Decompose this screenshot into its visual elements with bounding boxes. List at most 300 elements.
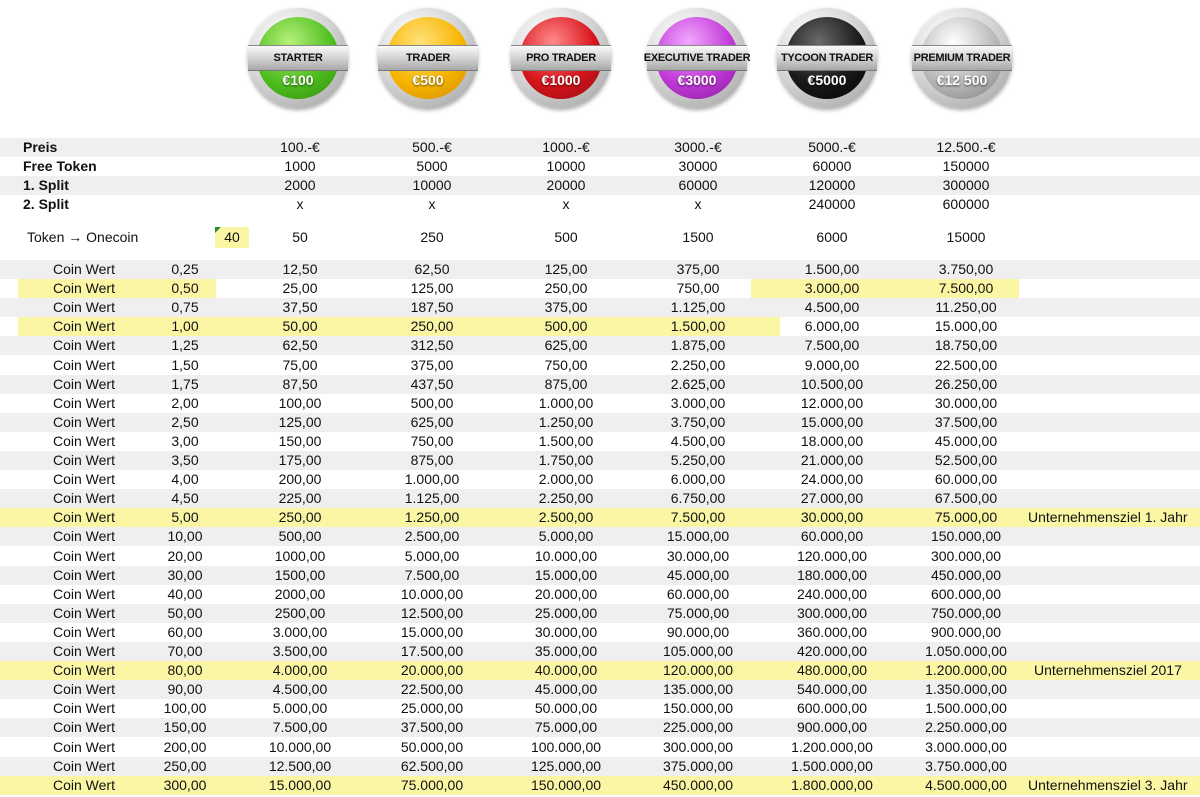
coin-value: 5,00 xyxy=(171,509,199,525)
tier-value: 5000 xyxy=(416,158,448,174)
tier-value: 600000 xyxy=(942,196,990,212)
tier-value: 500 xyxy=(554,229,578,245)
tier-value: 1500 xyxy=(682,229,714,245)
row-label: Free Token xyxy=(23,158,97,174)
coin-label: Coin Wert xyxy=(53,700,115,716)
coin-row xyxy=(0,413,1200,432)
tier-value: 1500,00 xyxy=(274,567,326,583)
tier-value: 67.500,00 xyxy=(934,490,998,506)
coin-value: 250,00 xyxy=(163,758,207,774)
tier-value: 420.000,00 xyxy=(796,643,868,659)
tier-value: 4.000,00 xyxy=(272,662,328,678)
coin-row xyxy=(0,585,1200,604)
tier-value: 300.000,00 xyxy=(796,605,868,621)
tier-value: 187,50 xyxy=(410,299,454,315)
tier-value: 1000 xyxy=(284,158,316,174)
row-label: Preis xyxy=(23,139,58,155)
tier-value: 625,00 xyxy=(410,414,454,430)
tier-value: 540.000,00 xyxy=(796,681,868,697)
tier-badge xyxy=(248,8,348,108)
tier-value: 7.500,00 xyxy=(670,509,726,525)
tier-value: 75.000,00 xyxy=(400,777,464,793)
coin-value: 2,50 xyxy=(171,414,199,430)
tier-value: 6.750,00 xyxy=(670,490,726,506)
coin-value: 3,50 xyxy=(171,452,199,468)
tier-value: 1.500.000,00 xyxy=(791,758,873,774)
tier-value: 1.500,00 xyxy=(538,433,594,449)
tier-value: 1.800.000,00 xyxy=(791,777,873,793)
tier-value: 11.250,00 xyxy=(935,299,997,315)
tier-value: 45.000,00 xyxy=(934,433,998,449)
coin-label: Coin Wert xyxy=(53,357,115,373)
tier-value: 15.000,00 xyxy=(666,528,730,544)
tier-value: 26.250,00 xyxy=(934,376,998,392)
coin-label: Coin Wert xyxy=(53,299,115,315)
coin-label: Coin Wert xyxy=(53,490,115,506)
tier-value: 1.350.000,00 xyxy=(925,681,1007,697)
tier-value: 105.000,00 xyxy=(662,643,734,659)
tier-value: 1.200.000,00 xyxy=(791,739,873,755)
tier-value: 50.000,00 xyxy=(534,700,598,716)
tier-value: 3.000,00 xyxy=(804,280,860,296)
tier-value: 30.000,00 xyxy=(666,548,730,564)
coin-value: 0,75 xyxy=(171,299,199,315)
goal-note: Unternehmensziel 1. Jahr xyxy=(1028,509,1188,525)
tier-value: 20000 xyxy=(546,177,586,193)
tier-value: 10.500,00 xyxy=(800,376,864,392)
coin-row xyxy=(0,394,1200,413)
coin-label: Coin Wert xyxy=(53,280,115,296)
tier-value: 15.000,00 xyxy=(934,318,998,334)
tier-value: 2000 xyxy=(284,177,316,193)
tier-value: 5.000,00 xyxy=(404,548,460,564)
coin-row xyxy=(0,375,1200,394)
badge-price: €12 500 xyxy=(936,72,988,88)
tier-badges xyxy=(0,0,1200,120)
tier-value: 27.000,00 xyxy=(800,490,864,506)
goal-note: Unternehmensziel 2017 xyxy=(1034,662,1182,678)
tier-value: 3.000,00 xyxy=(272,624,328,640)
tier-value: 1.000,00 xyxy=(404,471,460,487)
tier-badge xyxy=(378,8,478,108)
coin-label: Coin Wert xyxy=(53,433,115,449)
tier-value: 375,00 xyxy=(544,299,588,315)
tier-value: 500,00 xyxy=(544,318,588,334)
tier-value: 125.000,00 xyxy=(530,758,602,774)
tier-value: 250,00 xyxy=(544,280,588,296)
tier-value: 250 xyxy=(420,229,444,245)
tier-value: 437,50 xyxy=(410,376,454,392)
tier-value: 60.000,00 xyxy=(934,471,998,487)
tier-value: 15.000,00 xyxy=(534,567,598,583)
coin-label: Coin Wert xyxy=(53,605,115,621)
tier-value: 3.000,00 xyxy=(670,395,726,411)
tier-value: 120.000,00 xyxy=(796,548,868,564)
coin-label: Coin Wert xyxy=(53,586,115,602)
coin-row xyxy=(0,298,1200,317)
tier-value: 37.500,00 xyxy=(934,414,998,430)
coin-label: Coin Wert xyxy=(53,777,115,793)
badge-name: TRADER xyxy=(378,45,478,71)
tier-value: 300000 xyxy=(942,177,990,193)
tier-value: 50.000,00 xyxy=(400,739,464,755)
coin-row xyxy=(0,451,1200,470)
coin-value: 150,00 xyxy=(163,719,207,735)
tier-value: 62.500,00 xyxy=(400,758,464,774)
tier-value: 1.875,00 xyxy=(670,337,726,353)
tier-value: 5.000,00 xyxy=(538,528,594,544)
tier-value: 1.500,00 xyxy=(670,318,726,334)
token-row xyxy=(0,228,1200,247)
coin-label: Coin Wert xyxy=(53,471,115,487)
tier-value: 2.250,00 xyxy=(670,357,726,373)
tier-value: 3.500,00 xyxy=(272,643,328,659)
coin-label: Coin Wert xyxy=(53,528,115,544)
coin-label: Coin Wert xyxy=(53,758,115,774)
tier-value: 1.000,00 xyxy=(538,395,594,411)
coin-row xyxy=(0,508,1200,527)
tier-value: 3.000.000,00 xyxy=(925,739,1007,755)
tier-value: 2.500,00 xyxy=(538,509,594,525)
tier-value: 900.000,00 xyxy=(930,624,1002,640)
tier-value: 18.000,00 xyxy=(800,433,864,449)
tier-value: 750,00 xyxy=(676,280,720,296)
tier-value: 35.000,00 xyxy=(534,643,598,659)
coin-label: Coin Wert xyxy=(53,337,115,353)
coin-row xyxy=(0,738,1200,757)
coin-label: Coin Wert xyxy=(53,452,115,468)
tier-value: 4.500,00 xyxy=(272,681,328,697)
tier-value: 150,00 xyxy=(278,433,322,449)
badge-price: €3000 xyxy=(677,72,717,88)
coin-label: Coin Wert xyxy=(53,624,115,640)
tier-value: 312,50 xyxy=(410,337,454,353)
coin-value: 30,00 xyxy=(167,567,203,583)
tier-value: 600.000,00 xyxy=(930,586,1002,602)
tier-value: 240.000,00 xyxy=(796,586,868,602)
tier-value: 40.000,00 xyxy=(534,662,598,678)
tier-value: 1.500.000,00 xyxy=(925,700,1007,716)
coin-label: Coin Wert xyxy=(53,376,115,392)
tier-value: 22.500,00 xyxy=(934,357,998,373)
tier-value: 2500,00 xyxy=(274,605,326,621)
tier-value: 100,00 xyxy=(278,395,322,411)
tier-value: 7.500,00 xyxy=(804,337,860,353)
tier-value: 15000 xyxy=(946,229,986,245)
tier-value: 1.750,00 xyxy=(538,452,594,468)
coin-row xyxy=(0,661,1200,680)
tier-value: 3.750,00 xyxy=(670,414,726,430)
tier-value: 1000,00 xyxy=(274,548,326,564)
tier-value: 150.000,00 xyxy=(662,700,734,716)
tier-value: 375,00 xyxy=(410,357,454,373)
tier-value: 100.000,00 xyxy=(530,739,602,755)
tier-value: 1.250,00 xyxy=(538,414,594,430)
badge-name: TYCOON TRADER xyxy=(777,45,877,71)
tier-value: 50 xyxy=(292,229,308,245)
tier-value: 120000 xyxy=(808,177,856,193)
tier-badge xyxy=(511,8,611,108)
coin-value: 10,00 xyxy=(167,528,203,544)
tier-value: 15.000,00 xyxy=(400,624,464,640)
tier-value: 750,00 xyxy=(410,433,454,449)
tier-value: 225.000,00 xyxy=(662,719,734,735)
tier-value: 1.500,00 xyxy=(804,261,860,277)
tier-value: 20.000,00 xyxy=(400,662,464,678)
tier-value: 2.000,00 xyxy=(538,471,594,487)
coin-value: 4,50 xyxy=(171,490,199,506)
tier-value: 21.000,00 xyxy=(800,452,864,468)
tier-value: 18.750,00 xyxy=(934,337,998,353)
coin-value: 2,00 xyxy=(171,395,199,411)
badge-price: €5000 xyxy=(807,72,847,88)
coin-label: Coin Wert xyxy=(53,395,115,411)
tier-value: 12.500,00 xyxy=(400,605,464,621)
coin-value: 90,00 xyxy=(167,681,203,697)
tier-value: 1.250,00 xyxy=(404,509,460,525)
coin-value: 80,00 xyxy=(167,662,203,678)
tier-value: x xyxy=(428,196,436,212)
tier-value: 75.000,00 xyxy=(534,719,598,735)
coin-label: Coin Wert xyxy=(53,548,115,564)
tier-value: 375.000,00 xyxy=(662,758,734,774)
tier-value: 175,00 xyxy=(278,452,322,468)
tier-value: 10000 xyxy=(546,158,586,174)
tier-value: 6000 xyxy=(816,229,848,245)
tier-value: 3.750,00 xyxy=(938,261,994,277)
tier-value: 180.000,00 xyxy=(796,567,868,583)
tier-value: 240000 xyxy=(808,196,856,212)
tier-value: 30.000,00 xyxy=(534,624,598,640)
coin-row xyxy=(0,566,1200,585)
coin-value: 0,50 xyxy=(171,280,199,296)
coin-value: 1,50 xyxy=(171,357,199,373)
tier-value: 75.000,00 xyxy=(666,605,730,621)
tier-value: 875,00 xyxy=(410,452,454,468)
coin-row xyxy=(0,356,1200,375)
tier-value: 125,00 xyxy=(410,280,454,296)
coin-row xyxy=(0,260,1200,279)
coin-value: 4,00 xyxy=(171,471,199,487)
tier-value: 10000 xyxy=(412,177,452,193)
coin-row xyxy=(0,336,1200,355)
tier-value: 875,00 xyxy=(544,376,588,392)
coin-label: Coin Wert xyxy=(53,681,115,697)
tier-value: 1.125,00 xyxy=(404,490,460,506)
tier-value: 12.500,00 xyxy=(268,758,332,774)
tier-value: 2.250.000,00 xyxy=(925,719,1007,735)
tier-value: 600.000,00 xyxy=(796,700,868,716)
goal-note: Unternehmensziel 3. Jahr xyxy=(1028,777,1188,793)
coin-row xyxy=(0,470,1200,489)
tier-value: x xyxy=(562,196,570,212)
row-label: 2. Split xyxy=(23,196,69,212)
coin-value: 1,00 xyxy=(171,318,199,334)
tier-value: 10.000,00 xyxy=(400,586,464,602)
coin-row xyxy=(0,642,1200,661)
tier-badge xyxy=(777,8,877,108)
coin-value: 200,00 xyxy=(163,739,207,755)
coin-value: 60,00 xyxy=(167,624,203,640)
badge-name: PREMIUM TRADER xyxy=(912,45,1012,71)
coin-label: Coin Wert xyxy=(53,662,115,678)
tier-value: 125,00 xyxy=(544,261,588,277)
tier-value: 75,00 xyxy=(282,357,318,373)
tier-value: 125,00 xyxy=(278,414,322,430)
tier-value: 30.000,00 xyxy=(800,509,864,525)
header-row xyxy=(0,138,1200,157)
coin-value: 70,00 xyxy=(167,643,203,659)
coin-value: 40,00 xyxy=(167,586,203,602)
tier-value: 3.750.000,00 xyxy=(925,758,1007,774)
tier-value: 300.000,00 xyxy=(930,548,1002,564)
tier-value: 500.-€ xyxy=(412,139,452,155)
coin-row xyxy=(0,680,1200,699)
tier-value: 500,00 xyxy=(278,528,322,544)
tier-value: 135.000,00 xyxy=(662,681,734,697)
coin-label: Coin Wert xyxy=(53,318,115,334)
tier-value: 4.500,00 xyxy=(670,433,726,449)
tier-value: 4.500.000,00 xyxy=(925,777,1007,793)
coin-row xyxy=(0,718,1200,737)
badge-price: €100 xyxy=(282,72,314,88)
tier-value: 7.500,00 xyxy=(272,719,328,735)
coin-value: 50,00 xyxy=(167,605,203,621)
tier-value: 5.000,00 xyxy=(272,700,328,716)
tier-value: 1.200.000,00 xyxy=(925,662,1007,678)
coin-label: Coin Wert xyxy=(53,739,115,755)
coin-row xyxy=(0,432,1200,451)
tier-value: 30000 xyxy=(678,158,718,174)
tier-value: 62,50 xyxy=(282,337,318,353)
tier-value: 9.000,00 xyxy=(804,357,860,373)
tier-value: 75.000,00 xyxy=(934,509,998,525)
coin-row xyxy=(0,699,1200,718)
tier-value: x xyxy=(694,196,702,212)
tier-value: 22.500,00 xyxy=(400,681,464,697)
tier-value: 150.000,00 xyxy=(930,528,1002,544)
tier-value: 12.500.-€ xyxy=(936,139,996,155)
tier-value: 15.000,00 xyxy=(800,414,864,430)
coin-label: Coin Wert xyxy=(53,567,115,583)
tier-value: 17.500,00 xyxy=(400,643,464,659)
tier-value: 250,00 xyxy=(278,509,322,525)
coin-row xyxy=(0,279,1200,298)
badge-name: EXECUTIVE TRADER xyxy=(647,45,747,71)
coin-value: 0,25 xyxy=(171,261,199,277)
tier-value: 30.000,00 xyxy=(934,395,998,411)
coin-label: Coin Wert xyxy=(53,261,115,277)
header-row xyxy=(0,176,1200,195)
tier-value: 6.000,00 xyxy=(804,318,860,334)
coin-row xyxy=(0,757,1200,776)
badge-price: €1000 xyxy=(541,72,581,88)
tier-value: 50,00 xyxy=(282,318,318,334)
tier-value: 24.000,00 xyxy=(800,471,864,487)
tier-badge xyxy=(643,8,751,108)
coin-row xyxy=(0,776,1200,795)
coin-label: Coin Wert xyxy=(53,509,115,525)
tier-value: 3000.-€ xyxy=(674,139,722,155)
tier-value: 25.000,00 xyxy=(400,700,464,716)
tier-value: 62,50 xyxy=(414,261,450,277)
tier-value: 37.500,00 xyxy=(400,719,464,735)
tier-badge xyxy=(912,8,1012,108)
coin-row xyxy=(0,489,1200,508)
tier-value: 10.000,00 xyxy=(268,739,332,755)
tier-value: 7.500,00 xyxy=(404,567,460,583)
tier-value: 360.000,00 xyxy=(796,624,868,640)
tier-value: 2.250,00 xyxy=(538,490,594,506)
coin-value: 100,00 xyxy=(163,700,207,716)
tier-value: 300.000,00 xyxy=(662,739,734,755)
coin-row xyxy=(0,317,1200,336)
coin-label: Coin Wert xyxy=(53,414,115,430)
tier-value: 15.000,00 xyxy=(268,777,332,793)
tier-value: 60000 xyxy=(678,177,718,193)
tier-value: 375,00 xyxy=(676,261,720,277)
tier-value: 60.000,00 xyxy=(800,528,864,544)
tier-value: 5000.-€ xyxy=(808,139,856,155)
tier-value: 480.000,00 xyxy=(796,662,868,678)
tier-value: 87,50 xyxy=(282,376,318,392)
tier-value: 2000,00 xyxy=(274,586,326,602)
tier-value: 12.000,00 xyxy=(800,395,864,411)
tier-value: 200,00 xyxy=(278,471,322,487)
coin-value: 20,00 xyxy=(167,548,203,564)
tier-value: x xyxy=(296,196,304,212)
coin-row xyxy=(0,547,1200,566)
tier-value: 900.000,00 xyxy=(796,719,868,735)
token-ratio: 40 xyxy=(224,229,240,245)
tier-value: 90.000,00 xyxy=(666,624,730,640)
tier-value: 4.500,00 xyxy=(804,299,860,315)
tier-value: 500,00 xyxy=(410,395,454,411)
tier-value: 2.500,00 xyxy=(404,528,460,544)
coin-row xyxy=(0,527,1200,546)
tier-value: 45.000,00 xyxy=(666,567,730,583)
tier-value: 450.000,00 xyxy=(662,777,734,793)
tier-value: 150000 xyxy=(942,158,990,174)
tier-value: 225,00 xyxy=(278,490,322,506)
tier-value: 1.125,00 xyxy=(670,299,726,315)
tier-value: 20.000,00 xyxy=(534,586,598,602)
tier-value: 12,50 xyxy=(282,261,318,277)
coin-value: 3,00 xyxy=(171,433,199,449)
tier-value: 37,50 xyxy=(282,299,318,315)
badge-name: PRO TRADER xyxy=(511,45,611,71)
token-label: Token → Onecoin xyxy=(27,229,139,245)
header-row xyxy=(0,157,1200,176)
coin-value: 1,25 xyxy=(171,337,199,353)
tier-value: 7.500,00 xyxy=(938,280,994,296)
row-label: 1. Split xyxy=(23,177,69,193)
header-row xyxy=(0,195,1200,214)
tier-value: 2.625,00 xyxy=(670,376,726,392)
coin-row xyxy=(0,604,1200,623)
tier-value: 1.050.000,00 xyxy=(925,643,1007,659)
tier-value: 5.250,00 xyxy=(670,452,726,468)
tier-value: 25.000,00 xyxy=(534,605,598,621)
coin-value: 300,00 xyxy=(163,777,207,793)
tier-value: 120.000,00 xyxy=(662,662,734,678)
tier-value: 450.000,00 xyxy=(930,567,1002,583)
tier-value: 60.000,00 xyxy=(666,586,730,602)
coin-label: Coin Wert xyxy=(53,719,115,735)
tier-value: 750.000,00 xyxy=(930,605,1002,621)
tier-value: 150.000,00 xyxy=(530,777,602,793)
tier-value: 1000.-€ xyxy=(542,139,590,155)
